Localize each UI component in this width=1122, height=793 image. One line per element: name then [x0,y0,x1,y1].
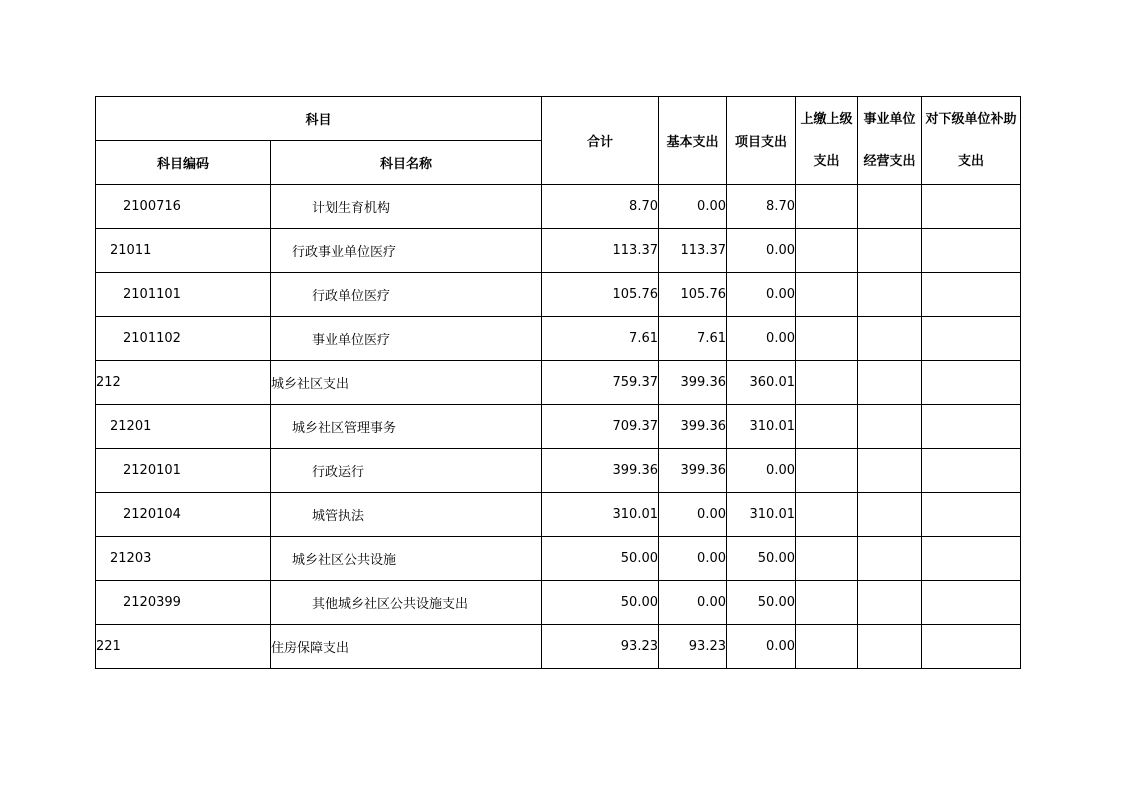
header-subsidy-line1: 对下级单位补助 [925,111,1017,127]
row-upper [796,581,858,625]
row-code: 2101102 [96,317,271,361]
table-row [96,537,1021,581]
row-total: 8.70 [542,185,659,229]
row-total: 7.61 [542,317,659,361]
row-upper [796,449,858,493]
row-total: 105.76 [542,273,659,317]
expenditure-table [95,96,1021,669]
header-basic: 基本支出 [659,97,727,185]
row-subsidy [922,361,1021,405]
row-total: 113.37 [542,229,659,273]
row-code: 2101101 [96,273,271,317]
row-subsidy [922,581,1021,625]
row-total: 759.37 [542,361,659,405]
row-project: 0.00 [727,229,796,273]
row-basic: 0.00 [659,493,727,537]
row-upper [796,185,858,229]
row-project: 0.00 [727,449,796,493]
row-business [858,185,922,229]
row-basic: 399.36 [659,405,727,449]
row-total: 50.00 [542,581,659,625]
row-upper [796,361,858,405]
header-subsidy [922,97,1021,185]
row-name: 行政单位医疗 [271,273,542,317]
header-business-line1: 事业单位 [863,111,916,127]
row-code: 2100716 [96,185,271,229]
header-subject-name: 科目名称 [271,141,542,185]
row-upper [796,229,858,273]
row-name: 行政运行 [271,449,542,493]
header-project: 项目支出 [727,97,796,185]
header-subsidy-line2: 支出 [957,153,984,169]
header-total: 合计 [542,97,659,185]
row-basic: 113.37 [659,229,727,273]
header-subject-code: 科目编码 [96,141,271,185]
row-basic: 0.00 [659,537,727,581]
row-code: 221 [96,625,271,669]
header-subject: 科目 [96,97,542,141]
header-upper-line1: 上缴上级 [800,111,853,127]
row-total: 399.36 [542,449,659,493]
row-subsidy [922,493,1021,537]
row-name: 城管执法 [271,493,542,537]
row-code: 2120101 [96,449,271,493]
row-upper [796,405,858,449]
row-business [858,317,922,361]
row-basic: 0.00 [659,185,727,229]
table-row [96,229,1021,273]
row-basic: 399.36 [659,449,727,493]
table-row [96,185,1021,229]
row-upper [796,273,858,317]
row-subsidy [922,185,1021,229]
row-subsidy [922,449,1021,493]
row-project: 0.00 [727,273,796,317]
row-subsidy [922,273,1021,317]
row-name: 事业单位医疗 [271,317,542,361]
row-name: 行政事业单位医疗 [271,229,542,273]
row-total: 709.37 [542,405,659,449]
row-upper [796,317,858,361]
row-code: 2120399 [96,581,271,625]
row-basic: 7.61 [659,317,727,361]
row-business [858,581,922,625]
row-project: 0.00 [727,317,796,361]
row-code: 21201 [96,405,271,449]
row-code: 212 [96,361,271,405]
row-upper [796,493,858,537]
row-project: 310.01 [727,405,796,449]
row-project: 310.01 [727,493,796,537]
row-name: 城乡社区公共设施 [271,537,542,581]
table-row [96,405,1021,449]
row-business [858,493,922,537]
table-row [96,449,1021,493]
row-basic: 105.76 [659,273,727,317]
table-row [96,625,1021,669]
row-name: 其他城乡社区公共设施支出 [271,581,542,625]
header-business-line2: 经营支出 [863,153,916,169]
row-total: 310.01 [542,493,659,537]
header-upper-line2: 支出 [813,153,840,169]
row-business [858,449,922,493]
row-project: 50.00 [727,537,796,581]
table-row [96,493,1021,537]
table-row [96,361,1021,405]
table-row [96,273,1021,317]
row-total: 93.23 [542,625,659,669]
row-business [858,537,922,581]
row-business [858,229,922,273]
table-row [96,581,1021,625]
row-business [858,361,922,405]
row-name: 计划生育机构 [271,185,542,229]
row-subsidy [922,625,1021,669]
row-name: 城乡社区支出 [271,361,542,405]
row-business [858,405,922,449]
row-subsidy [922,229,1021,273]
row-project: 8.70 [727,185,796,229]
row-upper [796,625,858,669]
row-basic: 399.36 [659,361,727,405]
row-code: 2120104 [96,493,271,537]
row-total: 50.00 [542,537,659,581]
row-business [858,273,922,317]
row-upper [796,537,858,581]
row-project: 0.00 [727,625,796,669]
row-name: 住房保障支出 [271,625,542,669]
header-upper [796,97,858,185]
row-basic: 0.00 [659,581,727,625]
row-code: 21203 [96,537,271,581]
row-project: 360.01 [727,361,796,405]
row-basic: 93.23 [659,625,727,669]
row-name: 城乡社区管理事务 [271,405,542,449]
row-subsidy [922,537,1021,581]
row-project: 50.00 [727,581,796,625]
row-subsidy [922,405,1021,449]
row-code: 21011 [96,229,271,273]
row-business [858,625,922,669]
header-business [858,97,922,185]
row-subsidy [922,317,1021,361]
table-row [96,317,1021,361]
